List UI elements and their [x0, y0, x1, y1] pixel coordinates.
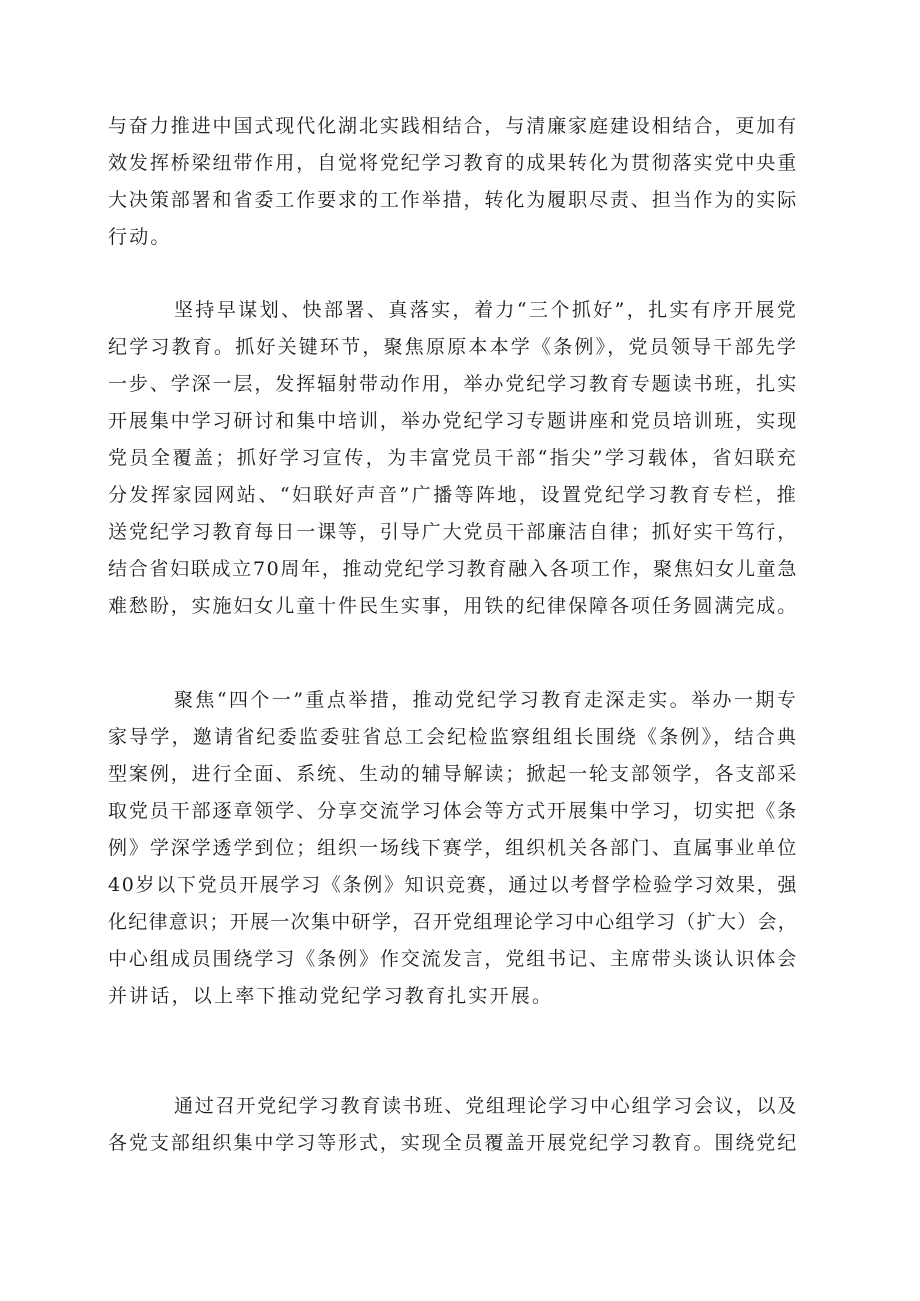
paragraph-line: 化纪律意识；开展一次集中研学，召开党组理论学习中心组学习（扩大）会，	[108, 911, 798, 933]
paragraph-line: 例》学深学透学到位；组织一场线下赛学，组织机关各部门、直属事业单位	[108, 837, 798, 859]
paragraph-line: 行动。	[108, 226, 172, 248]
paragraph-line: 通过召开党纪学习教育读书班、党组理论学习中心组学习会议，以及	[174, 1095, 799, 1117]
paragraph-line: 并讲话，以上率下推动党纪学习教育扎实开展。	[108, 985, 554, 1007]
paragraph-line: 难愁盼，实施妇女儿童十件民生实事，用铁的纪律保障各项任务圆满完成。	[108, 595, 798, 617]
paragraph-line: 型案例，进行全面、系统、生动的辅导解读；掀起一轮支部领学，各支部采	[108, 763, 798, 785]
paragraph-line: 结合省妇联成立70周年，推动党纪学习教育融入各项工作，聚焦妇女儿童急	[108, 558, 798, 580]
paragraph-line: 各党支部组织集中学习等形式，实现全员覆盖开展党纪学习教育。围绕党纪	[108, 1132, 798, 1154]
paragraph-line: 与奋力推进中国式现代化湖北实践相结合，与清廉家庭建设相结合，更加有	[108, 115, 798, 137]
paragraph-line: 大决策部署和省委工作要求的工作举措，转化为履职尽责、担当作为的实际	[108, 189, 798, 211]
paragraph-line: 分发挥家园网站、“妇联好声音”广播等阵地，设置党纪学习教育专栏，推	[108, 484, 798, 506]
paragraph-line: 40岁以下党员开展学习《条例》知识竞赛，通过以考督学检验学习效果，强	[108, 874, 798, 896]
paragraph-line: 聚焦“四个一”重点举措，推动党纪学习教育走深走实。举办一期专	[174, 689, 798, 711]
paragraph-3	[108, 682, 798, 1015]
paragraph-line: 党员全覆盖；抓好学习宣传，为丰富党员干部“指尖”学习载体，省妇联充	[108, 447, 798, 469]
paragraph-line: 效发挥桥梁纽带作用，自觉将党纪学习教育的成果转化为贯彻落实党中央重	[108, 152, 798, 174]
paragraph-2	[108, 292, 798, 625]
paragraph-1	[108, 108, 798, 256]
paragraph-line: 开展集中学习研讨和集中培训，举办党纪学习专题讲座和党员培训班，实现	[108, 410, 798, 432]
paragraph-line: 中心组成员围绕学习《条例》作交流发言，党组书记、主席带头谈认识体会	[108, 948, 798, 970]
paragraph-line: 取党员干部逐章领学、分享交流学习体会等方式开展集中学习，切实把《条	[108, 800, 798, 822]
paragraph-line: 坚持早谋划、快部署、真落实，着力“三个抓好”，扎实有序开展党	[174, 299, 798, 321]
paragraph-line: 纪学习教育。抓好关键环节，聚焦原原本本学《条例》，党员领导干部先学	[108, 336, 799, 358]
paragraph-line: 一步、学深一层，发挥辐射带动作用，举办党纪学习教育专题读书班，扎实	[108, 373, 798, 395]
paragraph-4	[108, 1088, 798, 1162]
paragraph-line: 家导学，邀请省纪委监委驻省总工会纪检监察组组长围绕《条例》，结合典	[108, 726, 799, 748]
paragraph-line: 送党纪学习教育每日一课等，引导广大党员干部廉洁自律；抓好实干笃行，	[108, 521, 798, 543]
